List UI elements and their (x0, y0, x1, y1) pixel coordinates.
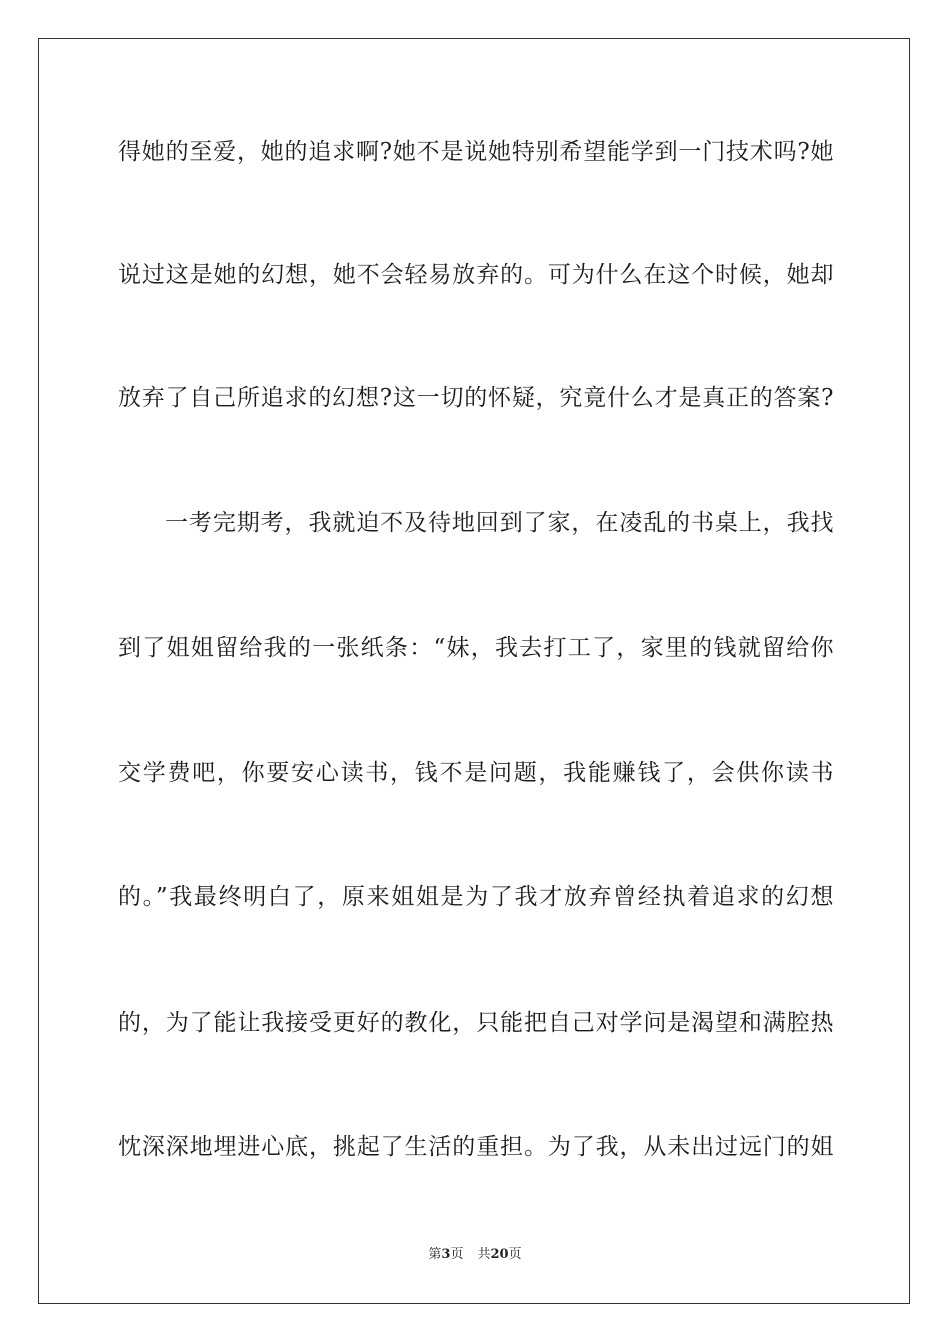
text-line-3: 放弃了自己所追求的幻想?这一切的怀疑，究竟什么才是真正的答案? (118, 385, 834, 411)
text-line-1: 得她的至爱，她的追求啊?她不是说她特别希望能学到一门技术吗?她 (118, 139, 834, 165)
text-line-9: 忱深深地埋进心底，挑起了生活的重担。为了我，从未出过远门的姐 (118, 1134, 834, 1160)
page-footer (0, 1246, 950, 1264)
total-suffix: 页 (508, 1247, 522, 1262)
page-suffix: 页 (450, 1247, 464, 1262)
text-line-5: 到了姐姐留给我的一张纸条：“妹，我去打工了，家里的钱就留给你 (118, 635, 834, 661)
page-prefix: 第 (428, 1247, 442, 1262)
text-line-4-paragraph-start: 一考完期考，我就迫不及待地回到了家，在凌乱的书桌上，我找 (165, 510, 834, 536)
text-line-2: 说过这是她的幻想，她不会轻易放弃的。可为什么在这个时候，她却 (118, 262, 834, 288)
text-line-8: 的，为了能让我接受更好的教化，只能把自己对学问是渴望和满腔热 (118, 1010, 834, 1036)
total-pages: 20 (490, 1247, 509, 1262)
total-prefix: 共 (477, 1247, 491, 1262)
page-number: 3 (441, 1247, 451, 1262)
page-border (38, 38, 910, 1304)
text-line-7: 的。”我最终明白了，原来姐姐是为了我才放弃曾经执着追求的幻想 (118, 884, 834, 910)
text-line-6: 交学费吧，你要安心读书，钱不是问题，我能赚钱了，会供你读书 (118, 760, 834, 786)
